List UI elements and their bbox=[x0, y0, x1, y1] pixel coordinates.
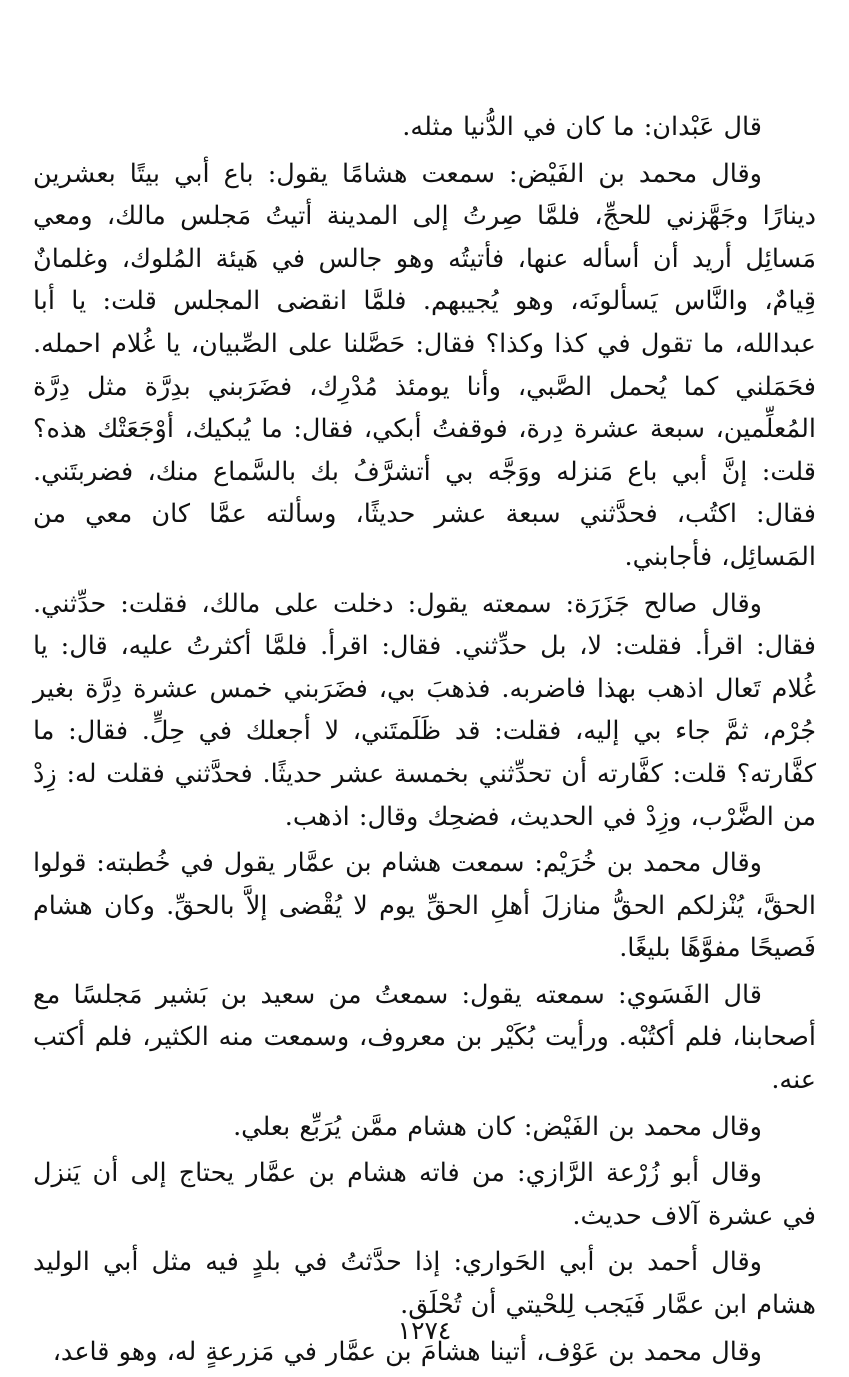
paragraph-al-fasawi: قال الفَسَوي: سمعته يقول: سمعتُ من سعيد بن بَشير مَجلسًا مع أصحابنا، فلم أكتُبْه. ورأيت بُكَيْر بن معروف، وسمعت منه الكثير، فلم أكتب عنه. bbox=[33, 979, 816, 1096]
paragraph-salih-jazara: وقال صالح جَزَرَة: سمعته يقول: دخلت على مالك، فقلت: حدِّثني. فقال: اقرأ. فقلت: لا، بل حدِّثني. فقال: اقرأ. فلمَّا أكثرتُ عليه، قال: يا غُلام تَعال اذهب بهذا فاضربه. فذهبَ بي، فضَرَبني خمس عشرة دِرَّة بغير جُرْم، ثمَّ جاء بي إليه، فقلت: قد ظَلَمتَني، لا أجعلك في حِلٍّ. فقال: ما كفَّارته؟ قلت: كفَّارته أن تحدِّثني بخمسة عشر حديثًا. فحدَّثني فقلت له: زِدْ من الضَّرْب، وزِدْ في الحديث، فضحِك وقال: اذهب. bbox=[33, 588, 816, 832]
paragraph-ibn-khuraym: وقال محمد بن خُرَيْم: سمعت هشام بن عمَّار يقول في خُطبته: قولوا الحقَّ، يُنْزلكم الحقُّ منازلَ أهلِ الحقِّ يوم لا يُقْضى إلاَّ بالحقِّ. وكان هشام فَصيحًا مفوَّهًا بليغًا. bbox=[33, 848, 816, 964]
paragraph-ibn-abi-al-hawari: وقال أحمد بن أبي الحَواري: إذا حدَّثتُ في بلدٍ فيه مثل أبي الوليد هشام ابن عمَّار فَيَجب لِلحْيتي أن تُحْلَق. bbox=[33, 1247, 816, 1321]
paragraph-ibn-awf: وقال محمد بن عَوْف، أتينا هشامَ بن عمَّار في مَزرعةٍ له، وهو قاعد، bbox=[52, 1336, 762, 1367]
paragraph-ibn-al-fayd-malik: وقال محمد بن الفَيْض: سمعت هشامًا يقول: باع أبي بيتًا بعشرين دينارًا وجَهَّزني للحجِّ، فلمَّا صِرتُ إلى المدينة أتيتُ مَجلس مالك، ومعي مَسائِل أريد أن أسأله عنها، فأتيتُه وهو جالس في هَيئة المُلوك، وغلمانٌ قِيامٌ، والنَّاس يَسألونَه، وهو يُجيبهم. فلمَّا انقضى المجلس قلت: يا أبا عبدالله، ما تقول في كذا وكذا؟ فقال: حَصَّلنا على الصِّبيان، يا غُلام احمله. فحَمَلني كما يُحمل الصَّبي، وأنا يومئذ مُدْرِك، فضَرَبني بدِرَّة مثل دِرَّة المُعلِّمين، سبعة عشرة دِرة، فوقفتُ أبكي، فقال: ما يُبكيك، أوْجَعَتْك هذه؟ قلت: إنَّ أبي باع مَنزله ووَجَّه بي أتشرَّفُ بك بالسَّماع منك، فضربتَني. فقال: اكتُب، فحدَّثني سبعة عشر حديثًا، وسألته عمَّا كان معي من المَسائِل، فأجابني. bbox=[33, 158, 816, 572]
page-number: ١٢٧٤ bbox=[397, 1316, 452, 1345]
paragraph-abdan: قال عَبْدان: ما كان في الدُّنيا مثله. bbox=[402, 112, 762, 142]
document-page bbox=[33, 106, 816, 1377]
paragraph-abu-zurah: وقال أبو زُرْعة الرَّازي: من فاته هشام بن عمَّار يحتاج إلى أن يَنزل في عشرة آلاف حديث. bbox=[33, 1158, 816, 1231]
paragraph-ibn-al-fayd-rabba: وقال محمد بن الفَيْض: كان هشام ممَّن يُرَبِّع بعلي. bbox=[233, 1111, 762, 1142]
